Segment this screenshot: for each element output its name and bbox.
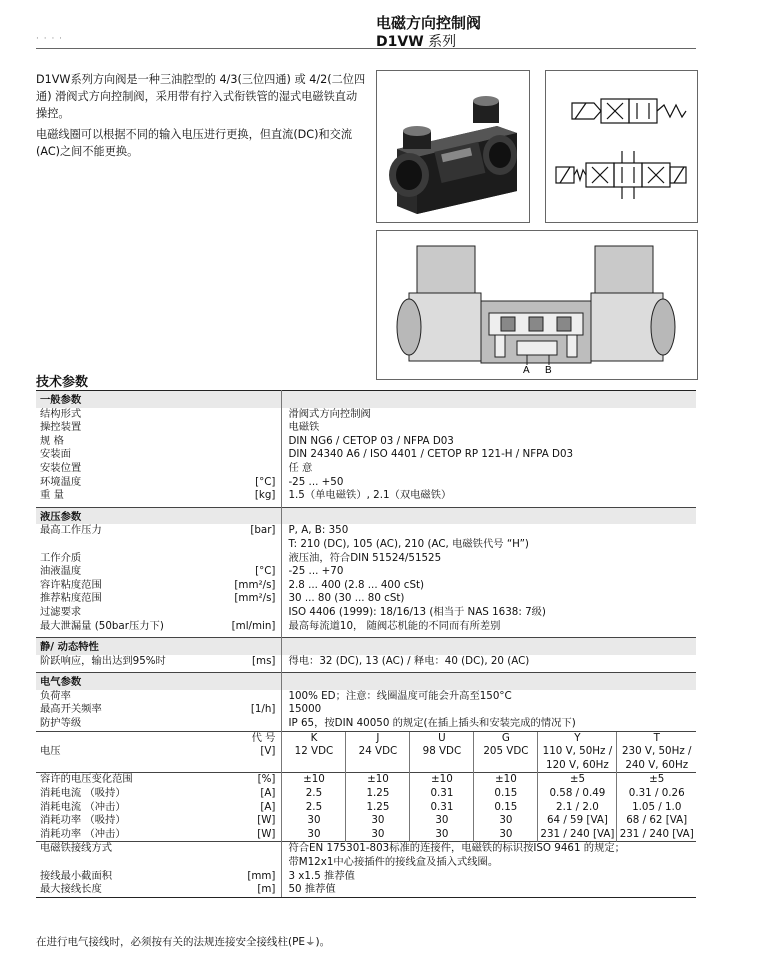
valve-photo-drawing: [377, 71, 529, 222]
table-row: 消耗电流 （冲击） [A] 2.5 1.25 0.31 0.15 2.1 / 2.0 1.05 / 1.0: [36, 801, 696, 815]
intro-paragraph-2: 电磁线圈可以根据不同的输入电压进行更换，但直流(DC)和交流(AC)之间不能更换。: [36, 128, 353, 158]
table-row: 最高工作压力 [bar] P, A, B: 350: [40, 524, 349, 537]
intro-paragraph-1: D1VW系列方向阀是一种三油腔型的 4/3(三位四通) 或 4/2(二位四通) 滑阀式方向控制阀，采用带有拧入式衔铁管的湿式电磁铁直动操控。: [36, 73, 366, 120]
table-row: 过滤要求 ISO 4406 (1999): 18/16/13 (相当于 NAS 1638: 7级): [40, 605, 546, 618]
table-row: 容许的电压变化范围 [%] ±10 ±10 ±10 ±10 ±5 ±5: [36, 773, 696, 787]
table-row: 工作介质 液压油，符合DIN 51524/51525: [40, 551, 442, 564]
voltage-row-2: 120 V, 60Hz 240 V, 60Hz: [36, 759, 696, 773]
section-general-heading: 一般参数: [36, 391, 696, 408]
section-electrical-heading: 电气参数: [36, 673, 696, 690]
table-row: 消耗电流 （吸持） [A] 2.5 1.25 0.31 0.15 0.58 / 0.49 0.31 / 0.26: [36, 787, 696, 801]
valve-photo: [376, 70, 530, 223]
wiring-row: 电磁铁接线方式 符合EN 175301-803标准的连接件，电磁铁的标识按ISO 9461 的规定；: [36, 842, 696, 856]
table-row: 最大接线长度 [m] 50 推荐值: [36, 883, 696, 897]
table-row: 操控装置 电磁铁: [40, 421, 320, 434]
header-dots: · · · ·: [36, 34, 64, 44]
sectional-drawing: [376, 230, 698, 380]
section-dynamic-heading: 静/ 动态特性: [36, 638, 696, 655]
table-row: 消耗功率 （吸持） [W] 30 30 30 30 64 / 59 [VA] 68 / 62 [VA]: [36, 814, 696, 828]
table-row: 负荷率 100% ED；注意：线圈温度可能会升高至150°C: [40, 689, 512, 702]
table-row: 安装面 DIN 24340 A6 / ISO 4401 / CETOP RP 121-H / NFPA D03: [40, 448, 574, 461]
voltage-row: 电压 [V] 12 VDC 24 VDC 98 VDC 205 VDC 110 V, 50Hz / 230 V, 50Hz /: [36, 745, 696, 759]
table-row: 最高开关频率 [1/h] 15000: [40, 703, 322, 716]
section-title: 技术参数: [36, 375, 89, 390]
series-name: D1VW: [376, 34, 424, 50]
intro-text: [36, 71, 366, 164]
footer-note: 在进行电气接线时，必须按有关的法规连接安全接线柱(PE⏚)。: [36, 936, 331, 948]
table-row: 防护等级 IP 65，按DIN 40050 的规定(在插上插头和安装完成的情况下): [36, 717, 696, 731]
table-row: 规 格 DIN NG6 / CETOP 03 / NFPA D03: [40, 434, 454, 447]
table-row: 接线最小截面积 [mm] 3 x1.5 推荐值: [40, 869, 355, 882]
symbol-drawing: [546, 71, 697, 222]
table-row: 最大泄漏量 (50bar压力下) [ml/min] 最高每流道10， 随阀芯机能的不同而有所差别: [40, 619, 501, 632]
table-row: 安装位置 任 意: [40, 461, 313, 474]
series-suffix: 系列: [423, 34, 457, 50]
header-rule: [36, 48, 696, 49]
port-b-label: B: [545, 365, 552, 376]
port-a-label: A: [523, 365, 530, 376]
wiring-row-2: 带M12x1中心接插件的接线盒及插入式线圈。: [36, 856, 696, 870]
table-row: 环境温度 [°C] -25 ... +50: [40, 475, 344, 488]
table-row: 消耗功率 （冲击） [W] 30 30 30 30 231 / 240 [VA] 231 / 240 [VA]: [36, 828, 696, 842]
table-row: T: 210 (DC), 105 (AC), 210 (AC, 电磁铁代号 “H”): [36, 538, 696, 552]
table-row: 推荐粘度范围 [mm²/s] 30 ... 80 (30 ... 80 cSt): [40, 592, 405, 605]
spec-table: [36, 390, 696, 898]
table-row: 结构形式 滑阀式方向控制阀: [40, 407, 371, 420]
table-row: 重 量 [kg] 1.5（单电磁铁）, 2.1（双电磁铁）: [40, 489, 452, 502]
code-row: 代 号 K J U G Y T: [36, 731, 696, 745]
table-row: 容许粘度范围 [mm²/s] 2.8 ... 400 (2.8 ... 400 cSt): [40, 578, 425, 591]
header-title: 电磁方向控制阀: [376, 14, 482, 32]
section-hydraulic-heading: 液压参数: [36, 507, 696, 524]
table-row: 油液温度 [°C] -25 ... +70: [40, 565, 344, 578]
section-svg: [377, 231, 697, 379]
table-row: 阶跃响应，输出达到95%时 [ms] 得电：32 (DC), 13 (AC) / 释电：40 (DC), 20 (AC): [40, 654, 530, 667]
hydraulic-symbols: [545, 70, 698, 223]
